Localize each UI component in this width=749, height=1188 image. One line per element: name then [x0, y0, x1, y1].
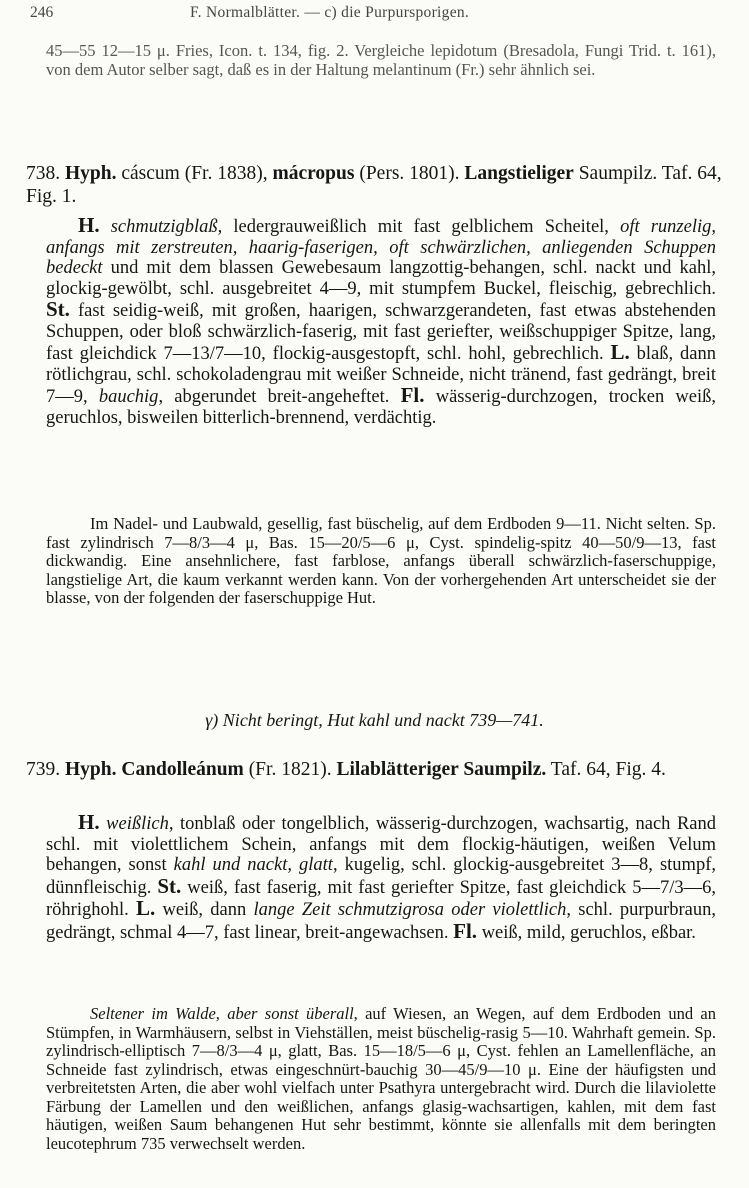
entry-738-note — [46, 515, 716, 608]
entry-738-note-text: Im Nadel- und Laubwald, gesellig, fast büschelig, auf dem Erdboden 9—11. Nicht selten. Sp. fast zylindrisch 7—8/3—4 μ, Bas. 15—20/5—6 μ, Cyst. spindelig-spitz 40—50/9—13, fast dickwandig. Eine ansehnlichere, fast farblose, anfangs überall schwärzlich-faserschuppige, langstielige Art, die kaum verkannt werden kann. Von der vorhergehenden Art unterscheidet sie der blasse, von der folgenden der faserschuppige Hut. — [46, 514, 716, 607]
german-name-cont: Saumpilz. — [578, 163, 658, 184]
stiel-label: St. — [46, 297, 70, 321]
lamellen-text-3: , abgerundet breit-angeheftet. — [158, 387, 401, 407]
hut-text-1: schmutzigblaß — [110, 217, 218, 237]
stiel-label: St. — [157, 873, 182, 898]
hut-label: H. — [78, 213, 100, 237]
lamellen-text-2: bauchig — [98, 387, 159, 407]
stiel-text: fast seidig-weiß, mit großen, haarigen, schwarzgerandeten, fast etwas abstehenden Schuppen, oder bloß schwärzlich-faserig, mit fast geriefter, weißschuppiger Spitze, lang, fast gleichdick 7—13/7—10, flockig-ausgestopft, schl. hohl, gebrechlich. — [46, 301, 716, 364]
hut-label: H. — [78, 810, 100, 834]
stiel-text: weiß, fast faserig, mit fast geriefter Spitze, fast gleichdick 5—7/3—6, röhrighohl. — [46, 877, 717, 920]
genus: Hyph. — [65, 759, 117, 780]
entry-738-description — [46, 215, 716, 428]
section-subheading: γ) Nicht beringt, Hut kahl und nackt 739—741. — [205, 710, 544, 730]
hut-text-3: kahl und nackt, glatt — [173, 855, 333, 875]
hut-text-2: , ledergrauweißlich mit fast gelblichem Scheitel, — [217, 217, 621, 237]
hut-text-1: weißlich — [106, 814, 169, 834]
lamellen-text-1: weiß, dann — [155, 900, 254, 920]
lamellen-text-1: blaß, dann rötlichgrau, schl. schokoladengrau mit weißer Schneide, nicht tränend, fast gedrängt, breit 7—9, — [46, 344, 716, 407]
entry-738-title — [26, 162, 722, 208]
species-name: cáscum — [121, 163, 180, 184]
entry-739-title — [26, 758, 722, 781]
lamellen-text-3: , schl. purpurbraun, gedrängt, schmal 4—7, fast linear, breit-angewachsen. — [46, 900, 716, 943]
lamellen-label: L. — [135, 896, 156, 920]
previous-entry-note: 45—55 12—15 μ. Fries, Icon. t. 134, fig. 2. Vergleiche lepidotum (Bresadola, Fungi Trid. t. 161), von dem Autor selber sagt, daß es in der Haltung melantinum (Fr.) sehr ähnlich sei. — [46, 41, 716, 79]
hut-text-4: , kugelig, schl. glockig-ausgebreitet 3—8, stumpf, dünnfleischig. — [46, 855, 716, 898]
entry-number: 739. — [26, 759, 61, 780]
plate-reference: Taf. 64, Fig. 1. — [26, 163, 722, 207]
entry-739-description — [46, 812, 716, 943]
genus: Hyph. — [65, 163, 117, 184]
german-name: Langstieliger — [464, 163, 574, 184]
hut-text-2: , tonblaß oder tongelblich, wässerig-durchzogen, wachsartig, nach Rand schl. mit violettlichem Schein, anfangs mit dem flockig-häutigen, weißen Velum behangen, sonst — [46, 814, 717, 875]
hut-text-4: und mit dem blassen Gewebesaum langzottig-behangen, schl. nackt und kahl, glockig-gewölbt, schl. ausgebreitet 4—9, mit stumpfem Buckel, fleischig, gebrechlich. — [46, 258, 716, 299]
synonym-name: mácropus — [272, 163, 355, 184]
lamellen-label: L. — [610, 340, 630, 364]
species-name: Candolleánum — [121, 759, 244, 780]
plate-reference: Taf. 64, — [550, 759, 611, 780]
fleisch-label: Fl. — [453, 918, 478, 943]
hut-text-3: oft runzelig, anfangs mit zerstreuten, haarig-faserigen, oft schwärzlichen, anliegenden Schuppen bedeckt — [46, 217, 716, 278]
species-author: (Fr. 1838), — [184, 163, 268, 184]
entry-739-note-italic: Seltener im Walde, aber sonst überall — [90, 1004, 354, 1023]
lamellen-text-2: lange Zeit schmutzigrosa oder violettlich — [253, 900, 567, 920]
entry-739-note — [46, 1005, 716, 1153]
entry-number: 738. — [26, 163, 61, 184]
synonym-author: (Pers. 1801). — [359, 163, 460, 184]
species-author: (Fr. 1821). — [248, 759, 332, 780]
plate-figure: Fig. 4. — [615, 759, 666, 780]
entry-739-note-text: , auf Wiesen, an Wegen, auf dem Erdboden und an Stümpfen, in Warmhäusern, selbst in Viehställen, meist büschelig-rasig 5—10. Wahrhaft gemein. Sp. zylindrisch-elliptisch 7—8/3—4 μ, glatt, Bas. 15—18/5—6 μ, Cyst. fehlen an Lamellenfläche, an Schneide fast zylindrisch, etwas eingeschnürt-bauchig 30—45/9—10 μ. Eine der häufigsten und verbreitetsten Arten, die aber wohl vielfach unter Psathyra untergebracht wird. Durch die lilaviolette Färbung der Lamellen und den weißlichen, anfangs glasig-wachsartigen, kahlen, mit dem fast häutigen, weißen Saum behangenen Hut sehr bestimmt, könnte sie allenfalls mit dem beringten leucotephrum 735 verwechselt werden. — [46, 1004, 716, 1153]
german-name: Lilablätteriger Saumpilz. — [336, 759, 547, 780]
fleisch-text: wässerig-durchzogen, trocken weiß, geruchlos, bisweilen bitterlich-brennend, verdächtig. — [46, 387, 716, 428]
running-head: F. Normalblätter. — c) die Purpursporigen. — [190, 4, 470, 21]
fleisch-label: Fl. — [400, 383, 425, 407]
fleisch-text: weiß, mild, geruchlos, eßbar. — [477, 922, 696, 943]
page-number: 246 — [30, 4, 54, 21]
page-header — [30, 4, 729, 28]
